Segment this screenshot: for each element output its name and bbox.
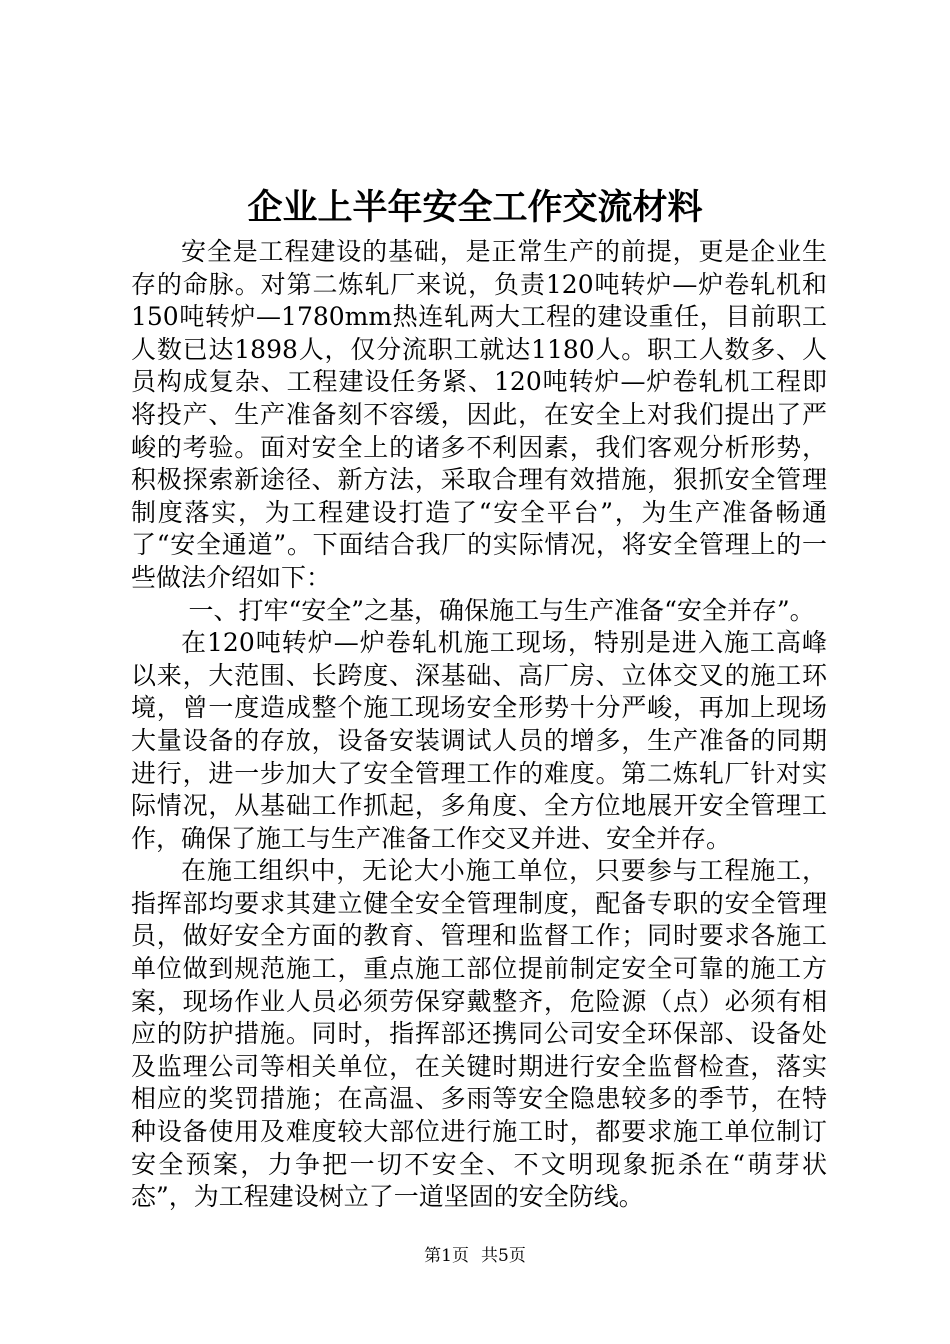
section-heading-1: 一、打牢“安全”之基，确保施工与生产准备“安全并存”。 <box>188 595 815 625</box>
paragraph-intro: 安全是工程建设的基础，是正常生产的前提，更是企业生存的命脉。对第二炼轧厂来说，负责120吨转炉—炉卷轧机和150吨转炉—1780mm热连轧两大工程的建设重任，目前职工人数已达1898人，仅分流职工就达1180人。职工人数多、人员构成复杂、工程建设任务紧、120吨转炉—炉卷轧机工程即将投产、生产准备刻不容缓，因此，在安全上对我们提出了严峻的考验。面对安全上的诸多不利因素，我们客观分析形势，积极探索新途径、新方法，采取合理有效措施，狠抓安全管理制度落实，为工程建设打造了“安全平台”，为生产准备畅通了“安全通道”。下面结合我厂的实际情况，将安全管理上的一些做法介绍如下： <box>131 237 827 592</box>
page-total: 共5页 <box>481 1246 526 1266</box>
document-title: 企业上半年安全工作交流材料 <box>247 188 703 228</box>
page-footer <box>0 1244 950 1268</box>
paragraph-construction-site: 在120吨转炉—炉卷轧机施工现场，特别是进入施工高峰以来，大范围、长跨度、深基础、高厂房、立体交叉的施工环境，曾一度造成整个施工现场安全形势十分严峻，再加上现场大量设备的存放，设备安装调试人员的增多，生产准备的同期进行，进一步加大了安全管理工作的难度。第二炼轧厂针对实际情况，从基础工作抓起，多角度、全方位地展开安全管理工作，确保了施工与生产准备工作交叉并进、安全并存。 <box>131 628 827 853</box>
paragraph-construction-organization: 在施工组织中，无论大小施工单位，只要参与工程施工，指挥部均要求其建立健全安全管理制度，配备专职的安全管理员，做好安全方面的教育、管理和监督工作；同时要求各施工单位做到规范施工，重点施工部位提前制定安全可靠的施工方案，现场作业人员必须劳保穿戴整齐，危险源（点）必须有相应的防护措施。同时，指挥部还携同公司安全环保部、设备处及监理公司等相关单位，在关键时期进行安全监督检查，落实相应的奖罚措施；在高温、多雨等安全隐患较多的季节，在特种设备使用及难度较大部位进行施工时，都要求施工单位制订安全预案，力争把一切不安全、不文明现象扼杀在“萌芽状态”，为工程建设树立了一道坚固的安全防线。 <box>131 856 827 1212</box>
document-body <box>131 236 827 1214</box>
page-number: 第1页 <box>424 1246 469 1266</box>
